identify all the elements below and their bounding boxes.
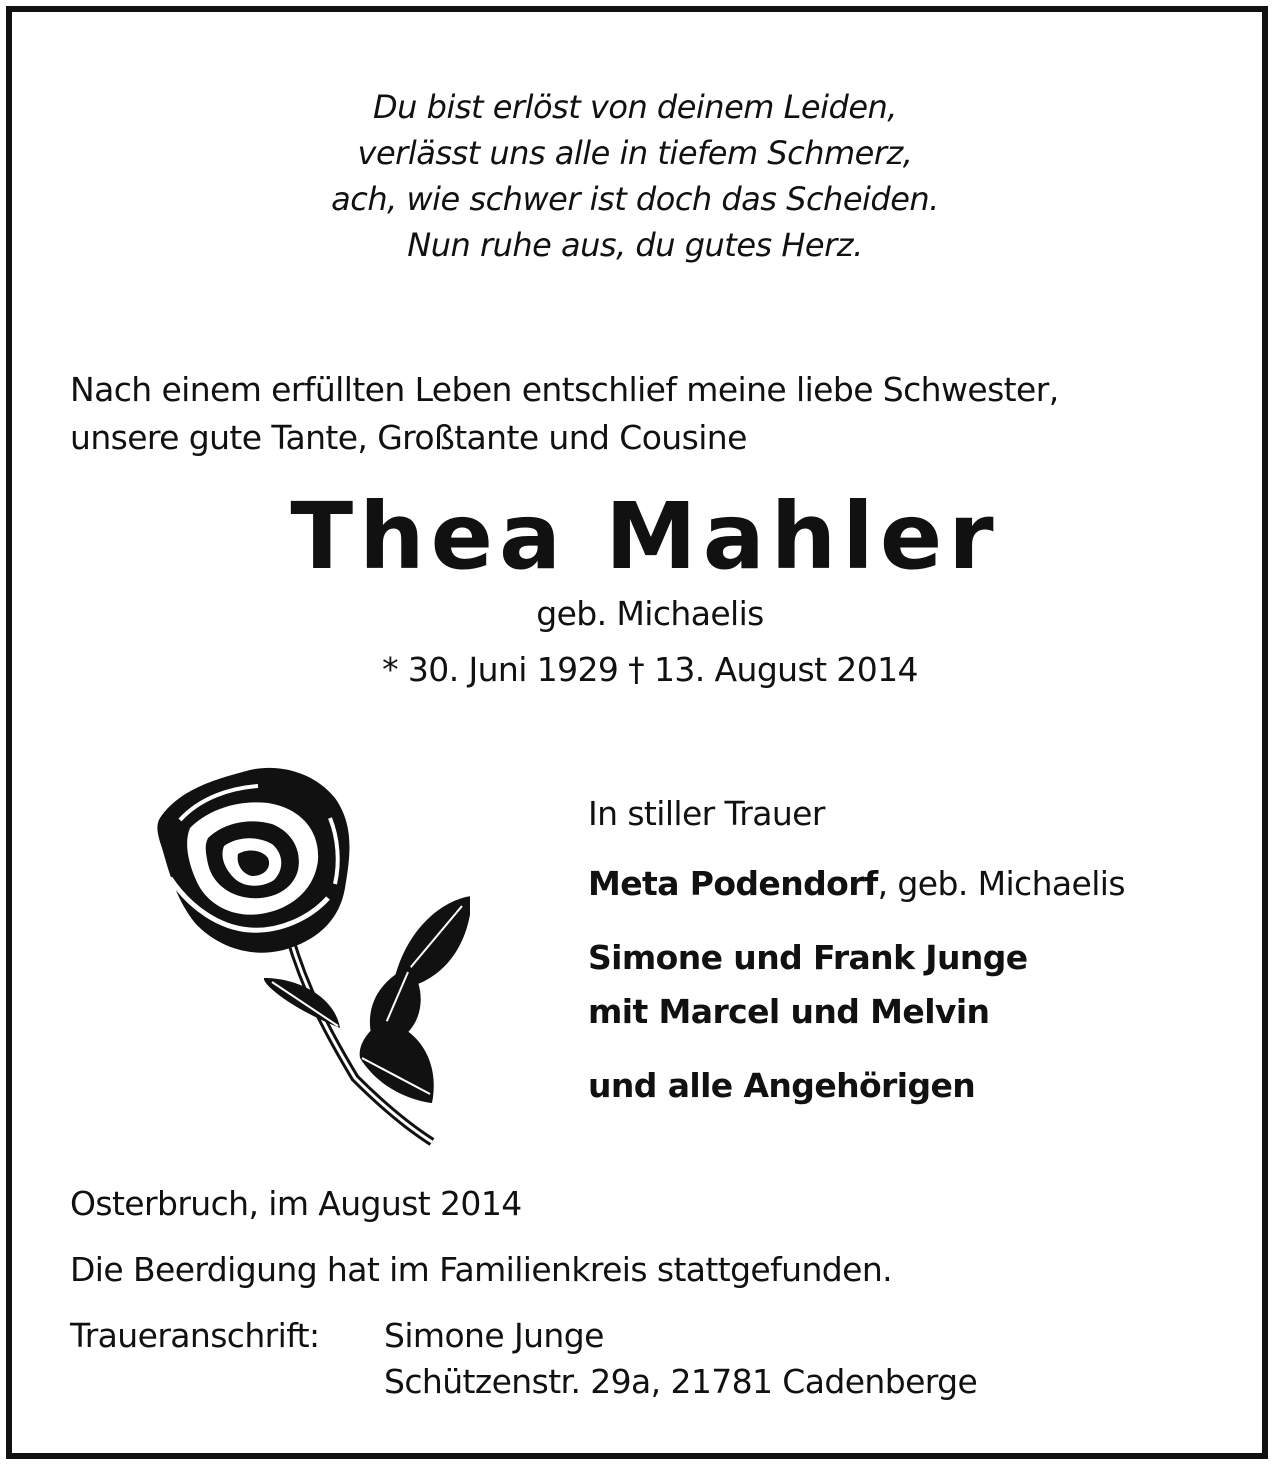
funeral-note: Die Beerdigung hat im Familienkreis stattgefunden.	[70, 1250, 893, 1289]
address-name: Simone Junge	[384, 1316, 604, 1355]
poem	[0, 84, 1270, 268]
mourner-3: mit Marcel und Melvin	[588, 992, 990, 1031]
place-date: Osterbruch, im August 2014	[70, 1184, 522, 1223]
mourning-heading: In stiller Trauer	[588, 794, 825, 833]
intro-line: Nach einem erfüllten Leben entschlief meine liebe Schwester,	[70, 370, 1059, 409]
mourner-2: Simone und Frank Junge	[588, 938, 1028, 977]
mourner-1	[588, 864, 1125, 903]
mourner-1-name: Meta Podendorf	[588, 864, 878, 903]
life-dates: * 30. Juni 1929 † 13. August 2014	[382, 650, 918, 689]
poem-line: ach, wie schwer ist doch das Scheiden.	[331, 180, 939, 218]
poem-line: Du bist erlöst von deinem Leiden,	[373, 88, 897, 126]
mourner-1-birthname: , geb. Michaelis	[877, 864, 1125, 903]
address-street: Schützenstr. 29a, 21781 Cadenberge	[384, 1362, 978, 1401]
mourner-4: und alle Angehörigen	[588, 1066, 976, 1105]
birth-name: geb. Michaelis	[536, 594, 764, 633]
poem-line: verlässt uns alle in tiefem Schmerz,	[357, 134, 913, 172]
deceased-name: Thea Mahler	[290, 483, 1000, 590]
poem-line: Nun ruhe aus, du gutes Herz.	[407, 226, 863, 264]
rose-icon	[140, 758, 470, 1148]
intro-line: unsere gute Tante, Großtante und Cousine	[70, 418, 747, 457]
address-label: Traueranschrift:	[70, 1316, 320, 1355]
